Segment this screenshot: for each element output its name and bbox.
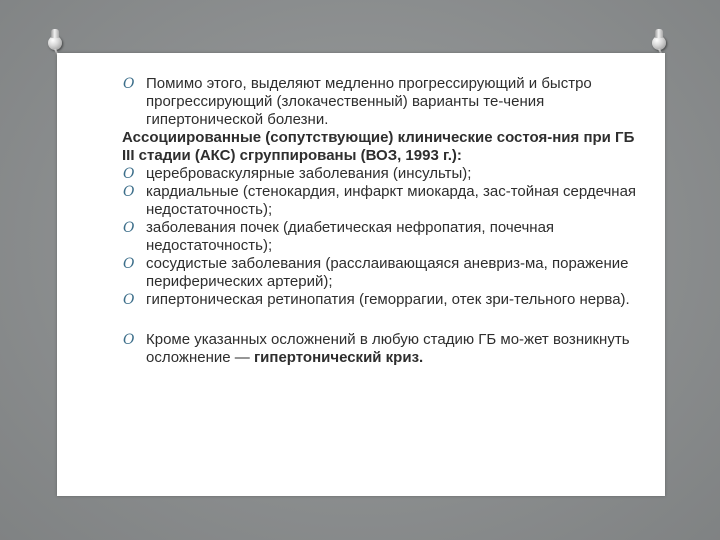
bullet-marker-icon: O	[123, 76, 135, 92]
final-bullet	[122, 331, 642, 367]
bullet-marker-icon: O	[123, 256, 135, 272]
slide-content	[122, 75, 642, 367]
intro-bullet	[122, 75, 642, 129]
list-item	[122, 219, 642, 255]
slide-card	[57, 53, 665, 496]
list-item	[122, 165, 642, 183]
list-item	[122, 291, 642, 309]
list-item-text: цереброваскулярные заболевания (инсульты);	[146, 165, 472, 182]
list-item-text: кардиальные (стенокардия, инфаркт миокарда, заc-тойная сердечная недостаточность);	[146, 183, 637, 218]
list-item-text: гипертоническая ретинопатия (геморрагии, отек зри-тельного нерва).	[146, 291, 630, 308]
intro-text: Помимо этого, выделяют медленно прогрессирующий и быстро прогрессирующий (злокачественный) варианты те-чения гипертонической болезни.	[146, 75, 592, 128]
final-text: Кроме указанных осложнений в любую стадию ГБ мо-жет возникнуть осложнение —	[146, 331, 630, 366]
bullet-marker-icon: O	[123, 332, 135, 348]
bullet-marker-icon: O	[123, 292, 135, 308]
final-bold-text: гипертонический криз.	[253, 349, 424, 366]
list-item-text: сосудистые заболевания (расслаивающаяся аневриз-ма, поражение периферических артерий);	[146, 255, 629, 290]
section-heading: Ассоциированные (сопутствующие) клинические состоя-ния при ГБ III стадии (АКС) сгруппированы (ВОЗ, 1993 г.):	[122, 129, 635, 164]
bullet-marker-icon: O	[123, 220, 135, 236]
list-item-text: заболевания почек (диабетическая нефропатия, почечная недостаточность);	[146, 219, 555, 254]
bullet-marker-icon: O	[123, 166, 135, 182]
bullet-marker-icon: O	[123, 184, 135, 200]
list-item	[122, 183, 642, 219]
spacer	[122, 309, 642, 331]
list-item	[122, 255, 642, 291]
pushpin-icon-left	[48, 36, 62, 50]
pushpin-icon-right	[652, 36, 666, 50]
